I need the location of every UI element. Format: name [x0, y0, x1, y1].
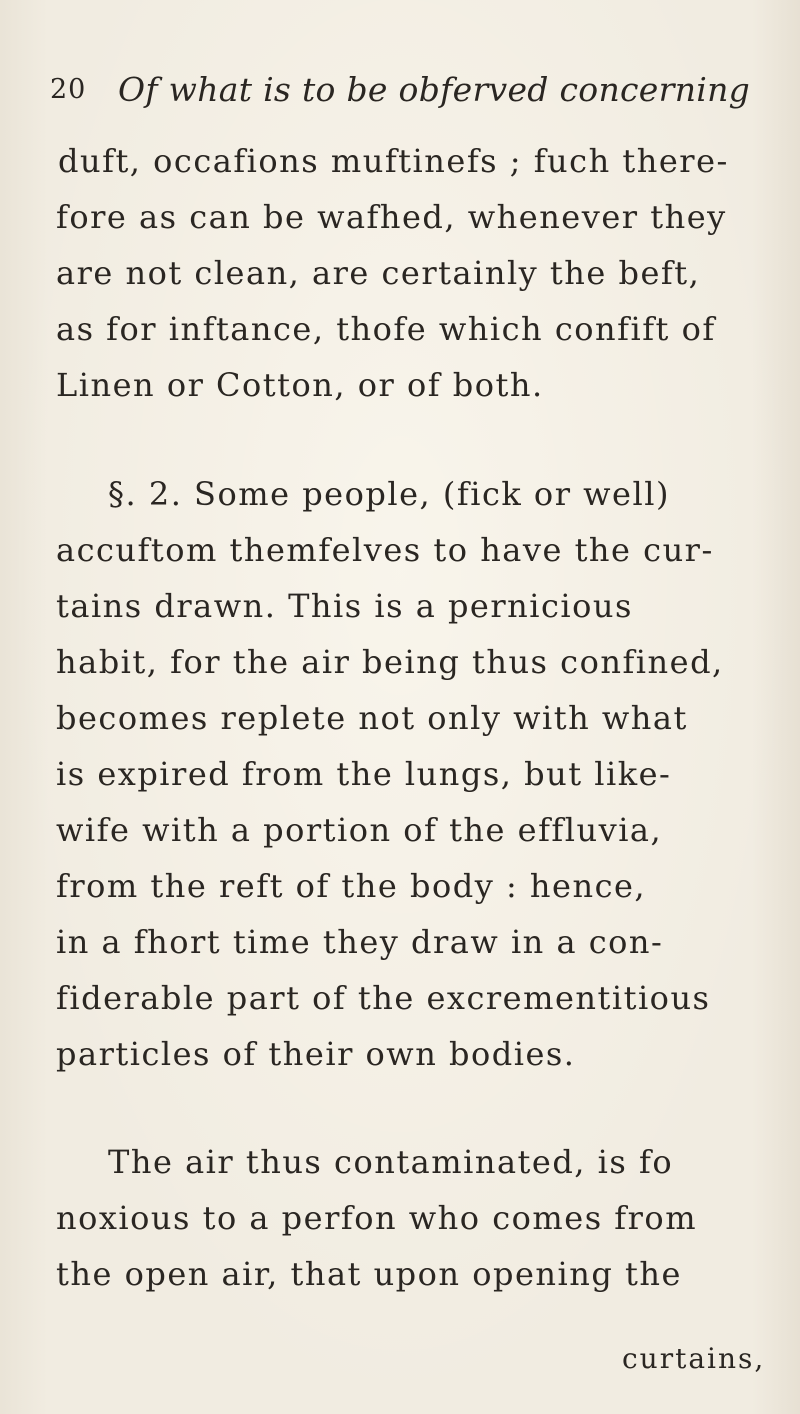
text-line: Linen or Cotton, or of both.: [56, 366, 544, 404]
running-head: Of what is to be obferved concerning: [118, 70, 751, 109]
text-line: as for inftance, thofe which confift of: [56, 310, 716, 348]
text-line: tains drawn. This is a pernicious: [56, 587, 633, 625]
text-line: fore as can be wafhed, whenever they: [56, 198, 727, 236]
text-line: duft, occafions muftinefs ; fuch there-: [58, 142, 729, 180]
text-line: the open air, that upon opening the: [56, 1255, 682, 1293]
text-line: accuftom themfelves to have the cur-: [56, 531, 714, 569]
page-header: [50, 70, 750, 118]
text-line: noxious to a perfon who comes from: [56, 1199, 698, 1237]
text-line: fiderable part of the excrementitious: [56, 979, 711, 1017]
text-line: habit, for the air being thus confined,: [56, 643, 724, 681]
catchword: curtains,: [622, 1342, 766, 1375]
text-line: The air thus contaminated, is fo: [108, 1143, 674, 1181]
text-line: in a fhort time they draw in a con-: [56, 923, 664, 961]
text-line: becomes replete not only with what: [56, 699, 688, 737]
page-number: 20: [50, 74, 87, 105]
text-line: wife with a portion of the effluvia,: [56, 811, 663, 849]
text-line: from the reft of the body : hence,: [56, 867, 647, 905]
text-line: §. 2. Some people, (fick or well): [108, 475, 670, 513]
text-line: are not clean, are certainly the beft,: [56, 254, 701, 292]
text-line: particles of their own bodies.: [56, 1035, 576, 1073]
text-line: is expired from the lungs, but like-: [56, 755, 672, 793]
